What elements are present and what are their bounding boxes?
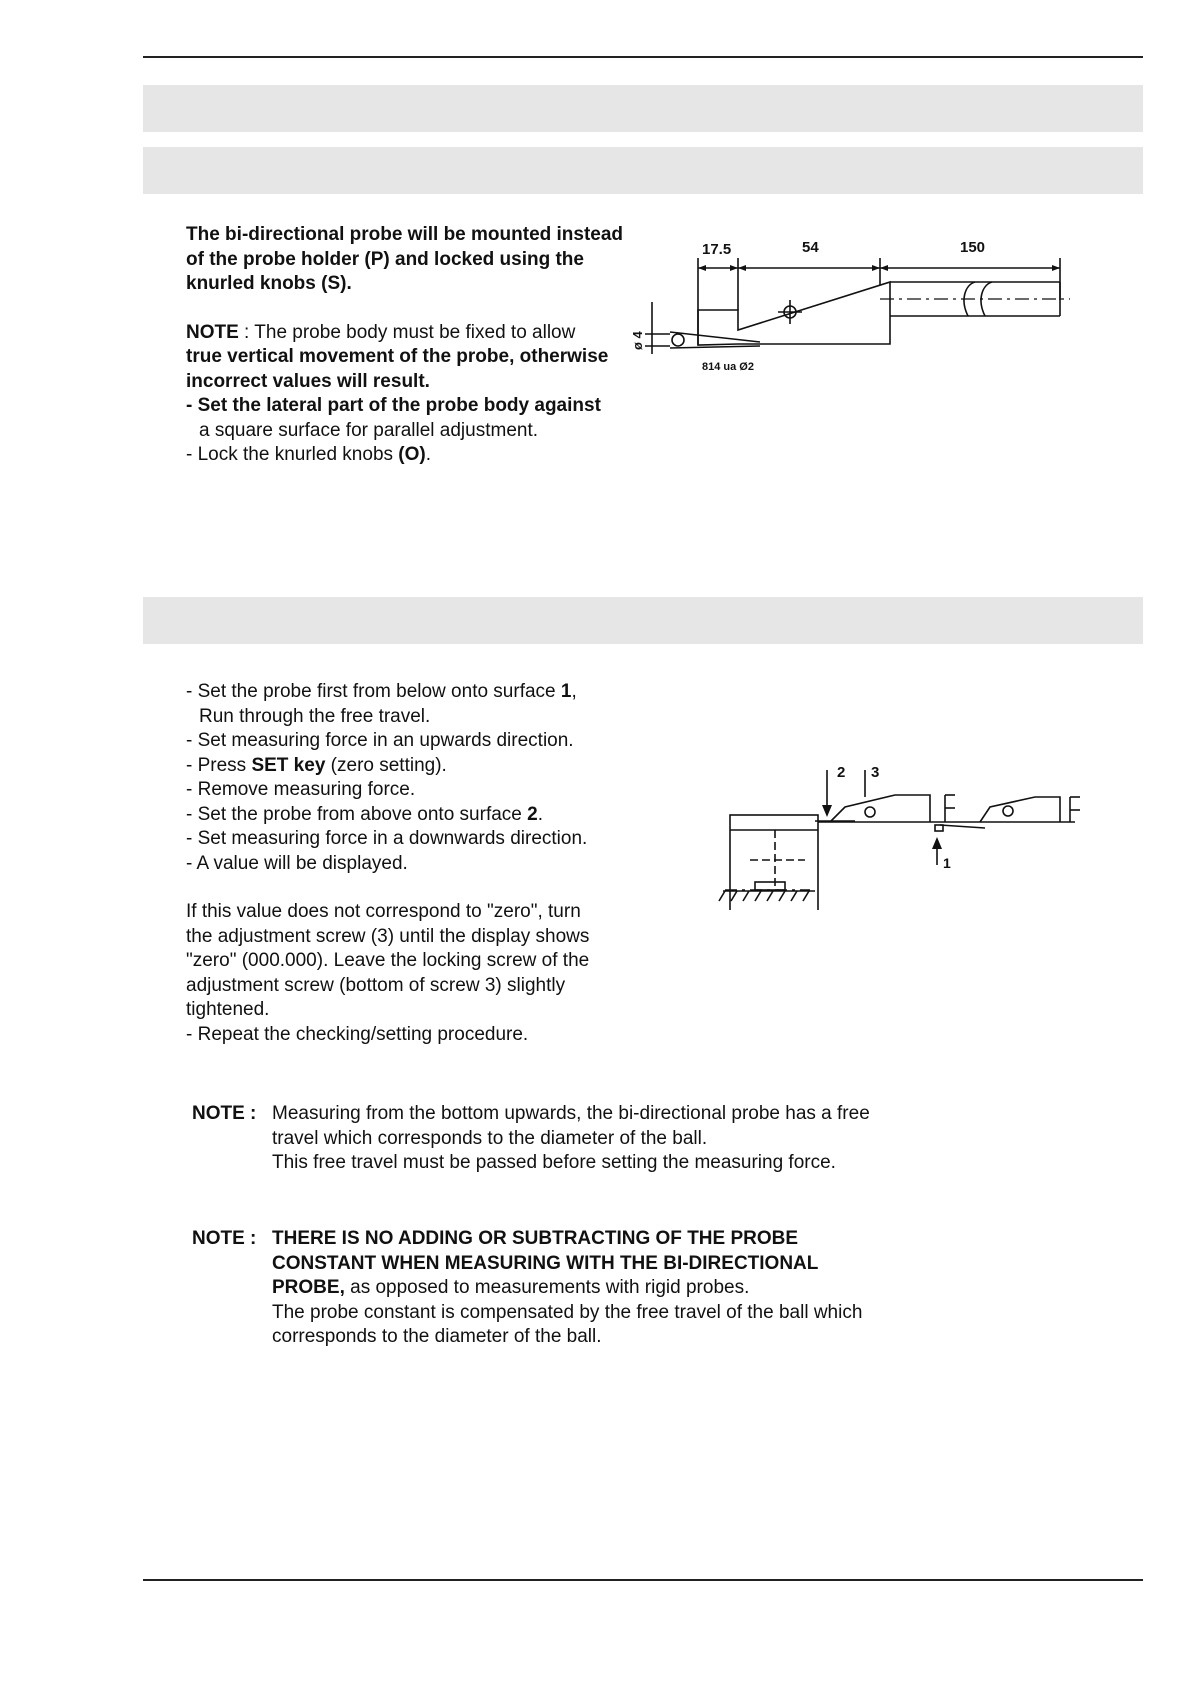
zero-paragraph-2: the adjustment screw (3) until the display shows: [186, 925, 590, 947]
probe-ball-icon: [672, 334, 684, 346]
note-probe-constant: [192, 1227, 1092, 1357]
intro-line-1: The bi-directional probe will be mounted instead: [186, 224, 624, 245]
note-line-2: true vertical movement of the probe, otherwise: [186, 346, 609, 367]
dim-label-150: 150: [960, 239, 986, 256]
diameter-label: ø 4: [630, 331, 645, 350]
zero-paragraph-1: If this value does not correspond to "zero", turn: [186, 901, 581, 922]
step-7: - A value will be displayed.: [186, 852, 408, 874]
step-8: - Repeat the checking/setting procedure.: [186, 1023, 529, 1045]
step-1: - Set the probe first from below onto surface 1,: [186, 681, 577, 702]
label-1: 1: [943, 855, 951, 871]
note-label: NOTE: [186, 321, 239, 343]
note-line-3: incorrect values will result.: [186, 370, 430, 392]
measurement-setup-drawing: [715, 755, 1095, 910]
bottom-rule: [143, 1579, 1143, 1581]
setting-procedure: [186, 680, 656, 1047]
probe-upper: [830, 795, 930, 822]
note-1-line-1: Measuring from the bottom upwards, the bi-directional probe has a free: [272, 1103, 870, 1124]
probe-body-outline: [698, 282, 890, 345]
note-2-line-2: CONSTANT WHEN MEASURING WITH THE BI-DIRECTIONAL: [272, 1252, 819, 1274]
mounting-instructions: [186, 223, 646, 468]
step-1-cont: Run through the free travel.: [199, 705, 431, 727]
note-1-line-2: travel which corresponds to the diameter of the ball.: [272, 1127, 708, 1149]
step-5: - Set the probe from above onto surface 2.: [186, 803, 543, 825]
dim-label-54: 54: [802, 239, 819, 256]
zero-paragraph-5: tightened.: [186, 999, 270, 1020]
note-free-travel: [192, 1102, 1092, 1182]
intro-line-3: knurled knobs (S).: [186, 273, 352, 294]
step-4: - Remove measuring force.: [186, 779, 416, 800]
bullet-lateral-cont: a square surface for parallel adjustment.: [199, 419, 539, 441]
note-2-line-3: PROBE, as opposed to measurements with rigid probes.: [272, 1277, 750, 1298]
section-header-band-1: [143, 85, 1143, 132]
probe-lower: [980, 797, 1060, 822]
section-header-band-2: [143, 147, 1143, 194]
label-2: 2: [837, 764, 846, 781]
step-6: - Set measuring force in a downwards direction.: [186, 828, 588, 849]
bullet-lateral: - Set the lateral part of the probe body against: [186, 395, 601, 416]
step-3: - Press SET key (zero setting).: [186, 754, 447, 776]
probe-dimension-drawing: [630, 230, 1080, 390]
label-3: 3: [871, 764, 880, 781]
section-header-band-3: [143, 597, 1143, 644]
note-1-line-3: This free travel must be passed before setting the measuring force.: [272, 1152, 836, 1173]
intro-line-2: of the probe holder (P) and locked using the: [186, 248, 584, 270]
note-line-1: NOTE : The probe body must be fixed to allow: [186, 321, 576, 343]
dim-label-17-5: 17.5: [702, 241, 732, 258]
zero-paragraph-4: adjustment screw (bottom of screw 3) slightly: [186, 974, 566, 996]
top-rule: [143, 56, 1143, 58]
note-1-label: NOTE :: [192, 1103, 257, 1124]
note-2-label: NOTE :: [192, 1228, 257, 1249]
bullet-lock: - Lock the knurled knobs (O).: [186, 444, 432, 465]
note-2-line-4: The probe constant is compensated by the free travel of the ball which: [272, 1301, 863, 1323]
note-2-line-1: THERE IS NO ADDING OR SUBTRACTING OF THE PROBE: [272, 1228, 799, 1249]
zero-paragraph-3: "zero" (000.000). Leave the locking screw of the: [186, 950, 590, 971]
step-2: - Set measuring force in an upwards direction.: [186, 730, 574, 751]
part-number-caption: 814 ua Ø2: [702, 361, 754, 373]
screw-3-icon: [865, 807, 875, 817]
note-2-line-5: corresponds to the diameter of the ball.: [272, 1326, 602, 1347]
